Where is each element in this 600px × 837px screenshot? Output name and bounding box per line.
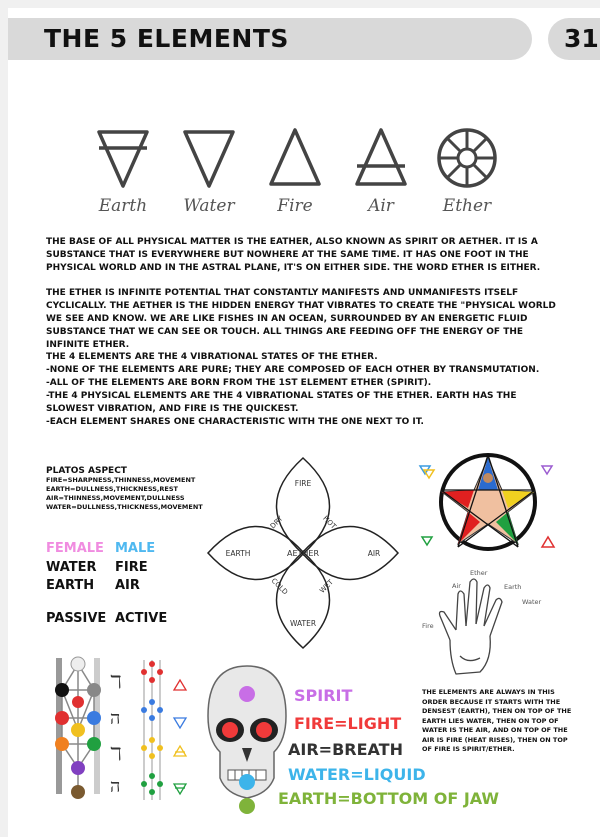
fire-point-right bbox=[256, 722, 272, 738]
platos-line-water: WATER=DULLNESS,THICKNESS,MOVEMENT bbox=[46, 503, 203, 511]
mini-tree-stack bbox=[141, 660, 163, 800]
venn-label-dry: DRY bbox=[268, 514, 285, 531]
platos-line-air: AIR=THINNESS,MOVEMENT,DULLNESS bbox=[46, 494, 185, 502]
page bbox=[8, 8, 600, 837]
hand-label-earth: Earth bbox=[504, 583, 522, 591]
pentagram-human-figure bbox=[414, 452, 562, 552]
bullet-shared-characteristic: -EACH ELEMENT SHARES ONE CHARACTERISTIC WITH THE ONE NEXT TO IT. bbox=[46, 417, 424, 427]
fire-symbol-icon bbox=[265, 126, 325, 190]
svg-text:ℸ: ℸ bbox=[110, 672, 122, 693]
element-label-ether: Ether bbox=[442, 196, 492, 216]
tree-of-life-diagram bbox=[46, 652, 196, 804]
platos-line-earth: EARTH=DULLNESS,THICKNESS,REST bbox=[46, 485, 178, 493]
active-label: ACTIVE bbox=[115, 611, 168, 626]
elements-venn-diagram bbox=[206, 456, 400, 650]
element-air bbox=[338, 126, 424, 216]
skull-label-spirit: SPIRIT bbox=[294, 686, 353, 705]
water-point bbox=[239, 774, 255, 790]
element-ether bbox=[424, 126, 510, 216]
air-symbol-icon bbox=[351, 126, 411, 190]
paragraph-ether-base: THE BASE OF ALL PHYSICAL MATTER IS THE EATHER, ALSO KNOWN AS SPIRIT OR AETHER. IT IS A SUBSTANCE THAT IS EVERYWHERE BUT NOWHERE AT THE SAME TIME. IT HAS ONE FOOT IN THE PHYSICAL WORLD AND IN THE ASTRAL PLANE, IT'S ON EITHER SIDE. THE WORD ETHER IS EITHER. bbox=[46, 237, 541, 273]
svg-text:ℸ: ℸ bbox=[110, 744, 122, 765]
element-earth bbox=[80, 126, 166, 216]
page-title: THE 5 ELEMENTS bbox=[44, 24, 289, 53]
element-label-water: Water bbox=[183, 196, 235, 216]
bullet-born-from-ether: -ALL OF THE ELEMENTS ARE BORN FROM THE 1ST ELEMENT ETHER (SPIRIT). bbox=[46, 378, 432, 388]
element-symbols-row bbox=[80, 126, 510, 236]
element-label-air: Air bbox=[368, 196, 394, 216]
earth-symbol-icon bbox=[93, 126, 153, 190]
venn-label-wet: WET bbox=[318, 578, 335, 595]
venn-label-earth: EARTH bbox=[225, 549, 251, 558]
female-element-earth: EARTH bbox=[46, 578, 95, 593]
venn-label-fire: FIRE bbox=[294, 479, 312, 488]
earth-point bbox=[239, 798, 255, 814]
hand-label-water: Water bbox=[522, 598, 542, 606]
element-fire bbox=[252, 126, 338, 216]
passive-label: PASSIVE bbox=[46, 611, 107, 626]
element-label-fire: Fire bbox=[277, 196, 313, 216]
spirit-point bbox=[239, 686, 255, 702]
ether-symbol-icon bbox=[435, 126, 499, 190]
hand-element-diagram bbox=[422, 564, 542, 684]
skull-label-air: AIR=BREATH bbox=[288, 740, 403, 759]
svg-text:ה: ה bbox=[110, 776, 121, 797]
female-label: FEMALE bbox=[46, 541, 104, 556]
hand-label-fire: Fire bbox=[422, 622, 434, 630]
water-symbol-icon bbox=[179, 126, 239, 190]
venn-label-aether: AETHER bbox=[286, 549, 320, 558]
element-label-earth: Earth bbox=[98, 196, 148, 216]
venn-label-cold: COLD bbox=[269, 576, 290, 597]
skull-label-earth: EARTH=BOTTOM OF JAW bbox=[278, 789, 500, 808]
platos-aspect bbox=[46, 466, 216, 512]
venn-label-hot: HOT bbox=[321, 514, 338, 531]
skull-label-water: WATER=LIQUID bbox=[288, 765, 426, 784]
paragraph-ether-potential: THE ETHER IS INFINITE POTENTIAL THAT CONSTANTLY MANIFESTS AND UNMANIFESTS ITSELF CYCLICALLY. THE AETHER IS THE HIDDEN ENERGY THAT VIBRATES TO CREATE THE "PHYSICAL WORLD WE SEE AND KNOW. WE ARE LIKE FISHES IN AN OCEAN, SURROUNDED BY AN ENERGETIC FLUID SUBSTANCE THAT WE CAN SEE OR TOUCH. ALL THINGS ARE FEEDING OFF THE ENERGY OF THE INFINITE ETHER. bbox=[46, 288, 556, 350]
platos-heading: PLATOS ASPECT bbox=[46, 466, 127, 476]
paragraph-four-elements: THE 4 ELEMENTS ARE THE 4 VIBRATIONAL STATES OF THE ETHER. bbox=[46, 352, 378, 362]
page-number: 31 bbox=[564, 24, 599, 53]
venn-petal-water bbox=[277, 552, 330, 648]
element-order-note: THE ELEMENTS ARE ALWAYS IN THIS ORDER BECAUSE IT STARTS WITH THE DENSEST (EARTH), THEN ON TOP OF THE EARTH LIES WATER, THEN ON TOP OF WATER IS THE AIR, AND ON TOP OF THE AIR IS FIRE (HEAT RISES), THEN ON TOP OF FIRE IS SPIRIT/ETHER. bbox=[422, 688, 572, 753]
venn-label-air: AIR bbox=[367, 549, 381, 558]
element-water bbox=[166, 126, 252, 216]
male-element-fire: FIRE bbox=[115, 560, 148, 575]
bullet-not-pure: -NONE OF THE ELEMENTS ARE PURE; THEY ARE COMPOSED OF EACH OTHER BY TRANSMUTATION. bbox=[46, 365, 540, 375]
platos-line-fire: FIRE=SHARPNESS,THINNESS,MOVEMENT bbox=[46, 476, 196, 484]
male-element-air: AIR bbox=[115, 578, 140, 593]
hand-label-ether: Ether bbox=[470, 569, 488, 577]
hand-label-air: Air bbox=[452, 582, 461, 590]
skull-label-fire: FIRE=LIGHT bbox=[294, 714, 402, 733]
female-element-water: WATER bbox=[46, 560, 97, 575]
bullet-vibration: -THE 4 PHYSICAL ELEMENTS ARE THE 4 VIBRATIONAL STATES OF THE ETHER. EARTH HAS THE SLOWEST VIBRATION, AND FIRE IS THE QUICKEST. bbox=[46, 391, 517, 414]
venn-label-water: WATER bbox=[289, 619, 317, 628]
fire-point-left bbox=[222, 722, 238, 738]
male-label: MALE bbox=[115, 541, 156, 556]
venn-petal-fire bbox=[277, 458, 330, 554]
svg-text:ה: ה bbox=[110, 708, 121, 729]
